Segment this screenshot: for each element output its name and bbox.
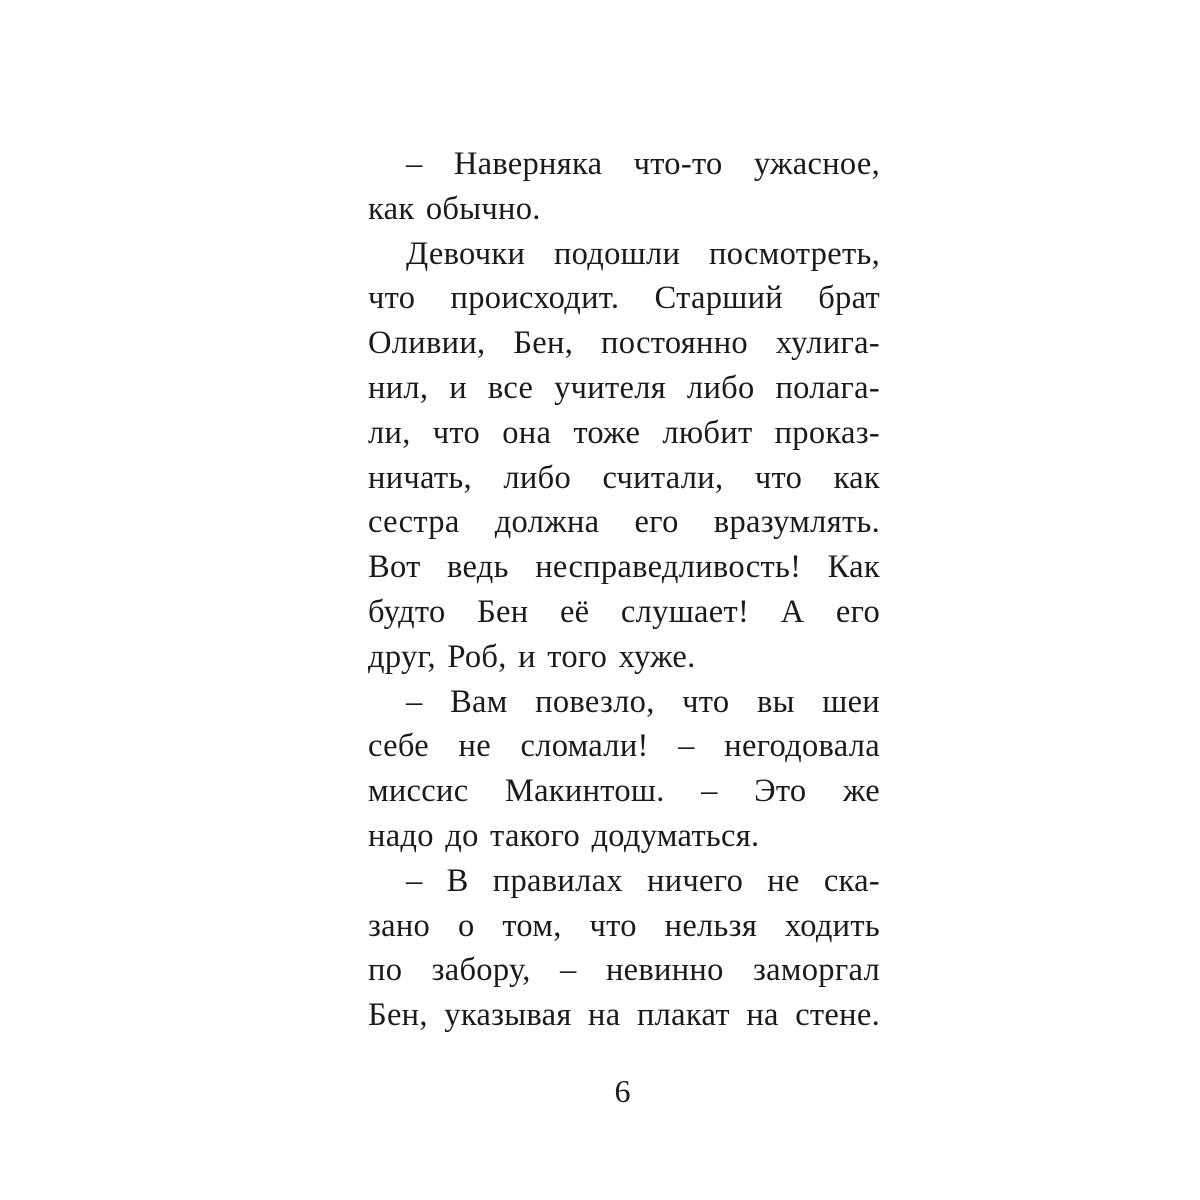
text-line: зано о том, что нельзя ходить bbox=[368, 907, 880, 944]
text-line: Девочки подошли посмотреть, bbox=[406, 235, 880, 272]
text-line: Вот ведь несправедливость! Как bbox=[368, 549, 880, 586]
text-line: ли, что она тоже любит проказ- bbox=[368, 414, 880, 451]
text-line: себе не сломали! – негодовала bbox=[368, 728, 880, 765]
text-line: нил, и все учителя либо полага- bbox=[368, 369, 880, 406]
text-line: как обычно. bbox=[368, 190, 541, 227]
text-line: по забору, – невинно заморгал bbox=[368, 952, 880, 989]
page-number: 6 bbox=[614, 1073, 631, 1109]
text-line: – В правилах ничего не ска- bbox=[406, 862, 880, 899]
body-text bbox=[368, 142, 880, 1038]
text-line: Оливии, Бен, постоянно хулига- bbox=[368, 325, 880, 362]
text-line: Бен, указывая на плакат на стене. bbox=[368, 997, 880, 1034]
text-line: – Вам повезло, что вы шеи bbox=[406, 683, 880, 720]
text-line: будто Бен её слушает! А его bbox=[368, 593, 880, 630]
text-line: что происходит. Старший брат bbox=[368, 280, 880, 317]
text-line: друг, Роб, и того хуже. bbox=[368, 638, 696, 675]
text-line: сестра должна его вразумлять. bbox=[368, 504, 880, 541]
text-line: миссис Макинтош. – Это же bbox=[368, 773, 880, 810]
text-line: – Наверняка что-то ужасное, bbox=[406, 146, 880, 182]
text-line: ничать, либо считали, что как bbox=[368, 459, 880, 496]
text-line: надо до такого додуматься. bbox=[368, 817, 760, 854]
